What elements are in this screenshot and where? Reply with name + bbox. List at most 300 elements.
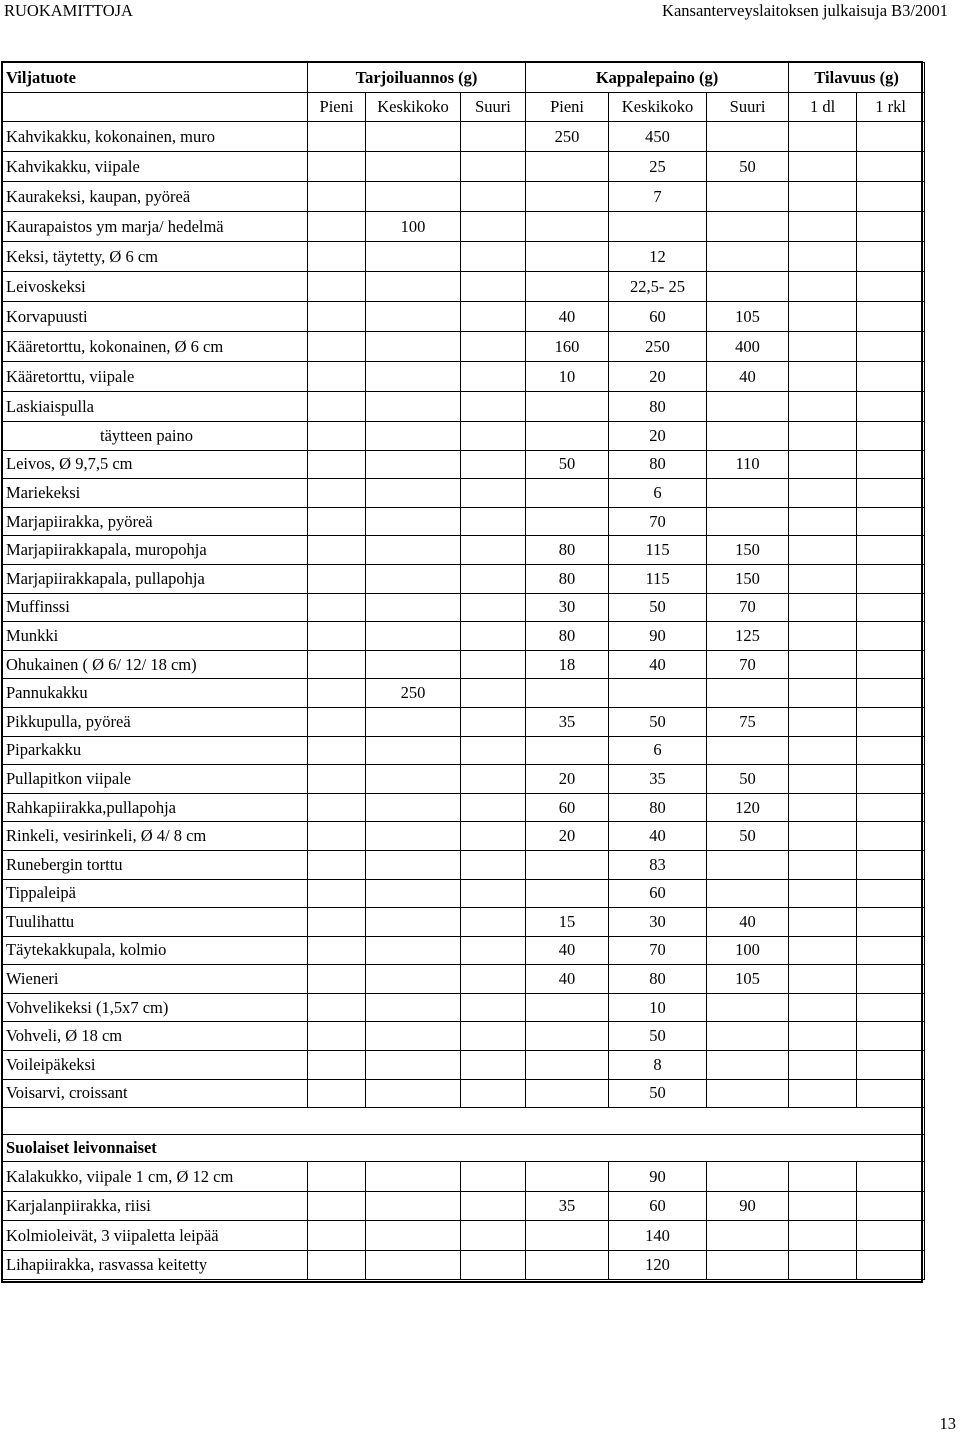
row-label: Keksi, täytetty, Ø 6 cm — [3, 242, 308, 272]
cell-value — [857, 122, 925, 152]
sub-header-blank — [3, 93, 308, 122]
cell-value: 30 — [526, 593, 609, 622]
cell-value — [366, 332, 461, 362]
cell-value — [707, 993, 789, 1022]
cell-value — [609, 679, 707, 708]
cell-value — [461, 182, 526, 212]
table-row — [3, 450, 925, 479]
cell-value — [789, 450, 857, 479]
cell-value — [857, 793, 925, 822]
cell-value — [857, 1051, 925, 1080]
row-label: Voileipäkeksi — [3, 1051, 308, 1080]
cell-value — [707, 850, 789, 879]
cell-value — [461, 622, 526, 651]
cell-value — [857, 332, 925, 362]
cell-value: 8 — [609, 1051, 707, 1080]
cell-value — [707, 212, 789, 242]
cell-value: 6 — [609, 479, 707, 508]
cell-value — [308, 242, 366, 272]
cell-value — [366, 479, 461, 508]
table-row — [3, 1051, 925, 1080]
cell-value: 20 — [526, 765, 609, 794]
cell-value — [789, 622, 857, 651]
cell-value — [461, 1051, 526, 1080]
table-row — [3, 1250, 925, 1280]
sub-header-2: Suuri — [461, 93, 526, 122]
cell-value: 125 — [707, 622, 789, 651]
cell-value — [308, 679, 366, 708]
cell-value — [366, 536, 461, 565]
cell-value: 105 — [707, 965, 789, 994]
spacer-cell — [3, 1108, 925, 1135]
section-title-row — [3, 1135, 925, 1162]
cell-value — [789, 1162, 857, 1192]
table-row — [3, 908, 925, 937]
cell-value — [308, 965, 366, 994]
cell-value — [308, 507, 366, 536]
table-row — [3, 152, 925, 182]
cell-value: 12 — [609, 242, 707, 272]
cell-value: 50 — [707, 152, 789, 182]
cell-value — [308, 908, 366, 937]
cell-value — [789, 793, 857, 822]
cell-value — [308, 362, 366, 392]
cell-value — [789, 936, 857, 965]
cell-value — [857, 1250, 925, 1280]
row-label: Pannukakku — [3, 679, 308, 708]
table-row — [3, 122, 925, 152]
cell-value: 83 — [609, 850, 707, 879]
cell-value — [308, 479, 366, 508]
cell-value — [789, 1051, 857, 1080]
row-label: täytteen paino — [3, 422, 308, 451]
cell-value — [308, 793, 366, 822]
cell-value — [707, 1162, 789, 1192]
cell-value — [789, 965, 857, 994]
cell-value — [789, 736, 857, 765]
cell-value — [461, 1022, 526, 1051]
cell-value — [857, 707, 925, 736]
cell-value — [461, 936, 526, 965]
table-row — [3, 212, 925, 242]
cell-value — [789, 879, 857, 908]
table-row — [3, 536, 925, 565]
col-header-volume: Tilavuus (g) — [789, 63, 925, 93]
cell-value — [308, 736, 366, 765]
table-row — [3, 1162, 925, 1192]
cell-value — [308, 650, 366, 679]
cell-value: 115 — [609, 564, 707, 593]
row-label: Voisarvi, croissant — [3, 1079, 308, 1108]
cell-value: 50 — [707, 822, 789, 851]
cell-value — [707, 272, 789, 302]
cell-value — [461, 1191, 526, 1221]
cell-value: 70 — [707, 593, 789, 622]
cell-value — [308, 993, 366, 1022]
cell-value — [366, 302, 461, 332]
cell-value: 100 — [366, 212, 461, 242]
cell-value: 450 — [609, 122, 707, 152]
cell-value — [308, 212, 366, 242]
cell-value — [461, 564, 526, 593]
cell-value — [461, 507, 526, 536]
cell-value — [857, 1221, 925, 1251]
cell-value — [857, 422, 925, 451]
sub-header-1: Keskikoko — [366, 93, 461, 122]
cell-value: 10 — [609, 993, 707, 1022]
cell-value — [461, 212, 526, 242]
cell-value: 50 — [609, 707, 707, 736]
cell-value — [366, 422, 461, 451]
cell-value — [366, 1250, 461, 1280]
cell-value — [789, 182, 857, 212]
cell-value — [366, 850, 461, 879]
cell-value — [461, 450, 526, 479]
cell-value — [789, 650, 857, 679]
table-row — [3, 332, 925, 362]
cell-value — [707, 242, 789, 272]
cell-value — [366, 993, 461, 1022]
cell-value: 160 — [526, 332, 609, 362]
row-label: Kääretorttu, kokonainen, Ø 6 cm — [3, 332, 308, 362]
cell-value: 50 — [609, 593, 707, 622]
cell-value — [526, 242, 609, 272]
cell-value: 7 — [609, 182, 707, 212]
cell-value: 20 — [526, 822, 609, 851]
cell-value — [366, 793, 461, 822]
cell-value: 90 — [609, 1162, 707, 1192]
table-row — [3, 622, 925, 651]
table-row — [3, 507, 925, 536]
cell-value — [366, 1162, 461, 1192]
cell-value — [308, 593, 366, 622]
col-header-serving: Tarjoiluannos (g) — [308, 63, 526, 93]
cell-value — [789, 392, 857, 422]
cell-value — [857, 1162, 925, 1192]
cell-value — [461, 392, 526, 422]
cell-value: 50 — [609, 1022, 707, 1051]
cell-value — [366, 1051, 461, 1080]
table-row — [3, 765, 925, 794]
cell-value — [789, 1022, 857, 1051]
cell-value — [707, 879, 789, 908]
table-row — [3, 392, 925, 422]
group-header-row — [3, 63, 925, 93]
cell-value — [366, 1221, 461, 1251]
cell-value: 70 — [609, 936, 707, 965]
table-row — [3, 564, 925, 593]
cell-value — [526, 212, 609, 242]
cell-value — [789, 332, 857, 362]
cell-value: 110 — [707, 450, 789, 479]
sub-header-4: Keskikoko — [609, 93, 707, 122]
cell-value — [789, 1191, 857, 1221]
cell-value — [461, 332, 526, 362]
cell-value — [857, 936, 925, 965]
row-label: Tuulihattu — [3, 908, 308, 937]
table-row — [3, 1221, 925, 1251]
cell-value — [707, 507, 789, 536]
cell-value — [526, 993, 609, 1022]
table-row — [3, 850, 925, 879]
cell-value — [366, 736, 461, 765]
cell-value: 150 — [707, 564, 789, 593]
cell-value: 40 — [707, 362, 789, 392]
cell-value: 15 — [526, 908, 609, 937]
cell-value — [789, 564, 857, 593]
sub-header-7: 1 rkl — [857, 93, 925, 122]
table-row — [3, 679, 925, 708]
row-label: Kalakukko, viipale 1 cm, Ø 12 cm — [3, 1162, 308, 1192]
cell-value: 22,5- 25 — [609, 272, 707, 302]
row-label: Lihapiirakka, rasvassa keitetty — [3, 1250, 308, 1280]
cell-value: 70 — [707, 650, 789, 679]
row-label: Kaurakeksi, kaupan, pyöreä — [3, 182, 308, 212]
table-row — [3, 1191, 925, 1221]
cell-value: 75 — [707, 707, 789, 736]
cell-value — [789, 850, 857, 879]
cell-value — [857, 650, 925, 679]
cell-value — [461, 793, 526, 822]
cell-value — [308, 392, 366, 422]
table-row — [3, 302, 925, 332]
cell-value — [308, 822, 366, 851]
cell-value — [707, 1022, 789, 1051]
cell-value: 25 — [609, 152, 707, 182]
cell-value — [707, 1250, 789, 1280]
table-row — [3, 362, 925, 392]
cell-value — [857, 182, 925, 212]
cell-value — [366, 392, 461, 422]
cell-value — [857, 242, 925, 272]
row-label: Muffinssi — [3, 593, 308, 622]
cell-value: 60 — [526, 793, 609, 822]
cell-value: 40 — [526, 936, 609, 965]
cell-value — [308, 122, 366, 152]
cell-value — [857, 736, 925, 765]
cell-value: 40 — [526, 965, 609, 994]
cell-value — [308, 707, 366, 736]
row-label: Korvapuusti — [3, 302, 308, 332]
cell-value: 80 — [526, 536, 609, 565]
cell-value — [366, 362, 461, 392]
sub-header-6: 1 dl — [789, 93, 857, 122]
cell-value: 120 — [707, 793, 789, 822]
cell-value — [789, 212, 857, 242]
cell-value — [461, 908, 526, 937]
cell-value — [366, 650, 461, 679]
cell-value: 100 — [707, 936, 789, 965]
cell-value: 40 — [526, 302, 609, 332]
cell-value: 50 — [526, 450, 609, 479]
cell-value: 40 — [609, 822, 707, 851]
cell-value — [707, 679, 789, 708]
cell-value — [308, 622, 366, 651]
cell-value — [366, 593, 461, 622]
cell-value: 105 — [707, 302, 789, 332]
row-label: Kahvikakku, viipale — [3, 152, 308, 182]
cell-value — [857, 479, 925, 508]
cell-value — [526, 392, 609, 422]
cell-value — [789, 1221, 857, 1251]
cell-value — [857, 507, 925, 536]
cell-value — [526, 1051, 609, 1080]
page-number: 13 — [939, 1414, 956, 1433]
cell-value — [789, 1079, 857, 1108]
cell-value — [461, 965, 526, 994]
cell-value — [857, 965, 925, 994]
cell-value — [857, 1022, 925, 1051]
cell-value: 50 — [609, 1079, 707, 1108]
sub-header-row — [3, 93, 925, 122]
cell-value — [789, 908, 857, 937]
cell-value — [707, 736, 789, 765]
row-label: Mariekeksi — [3, 479, 308, 508]
cell-value — [461, 593, 526, 622]
cell-value — [857, 593, 925, 622]
cell-value: 80 — [526, 622, 609, 651]
cell-value — [789, 536, 857, 565]
cell-value — [789, 479, 857, 508]
cell-value — [366, 182, 461, 212]
row-label: Munkki — [3, 622, 308, 651]
cell-value — [308, 1051, 366, 1080]
row-label: Karjalanpiirakka, riisi — [3, 1191, 308, 1221]
cell-value — [461, 850, 526, 879]
cell-value — [789, 593, 857, 622]
cell-value — [857, 362, 925, 392]
cell-value — [308, 1022, 366, 1051]
section-title: Suolaiset leivonnaiset — [3, 1135, 925, 1162]
row-label: Marjapiirakkapala, muropohja — [3, 536, 308, 565]
row-label: Piparkakku — [3, 736, 308, 765]
cell-value — [366, 965, 461, 994]
table-row — [3, 936, 925, 965]
cell-value — [461, 536, 526, 565]
cell-value — [308, 302, 366, 332]
table-row — [3, 242, 925, 272]
portion-table — [2, 62, 925, 1280]
cell-value — [366, 152, 461, 182]
cell-value — [707, 422, 789, 451]
cell-value — [526, 479, 609, 508]
cell-value — [461, 1162, 526, 1192]
cell-value — [366, 622, 461, 651]
cell-value — [526, 679, 609, 708]
cell-value — [308, 1191, 366, 1221]
cell-value: 90 — [707, 1191, 789, 1221]
cell-value — [308, 450, 366, 479]
table-row — [3, 993, 925, 1022]
cell-value: 80 — [609, 392, 707, 422]
row-label: Leivoskeksi — [3, 272, 308, 302]
cell-value — [526, 1250, 609, 1280]
cell-value: 80 — [609, 965, 707, 994]
cell-value: 80 — [609, 450, 707, 479]
row-label: Vohvelikeksi (1,5x7 cm) — [3, 993, 308, 1022]
row-label: Täytekakkupala, kolmio — [3, 936, 308, 965]
cell-value — [366, 1191, 461, 1221]
cell-value: 60 — [609, 879, 707, 908]
cell-value — [366, 122, 461, 152]
row-label: Rinkeli, vesirinkeli, Ø 4/ 8 cm — [3, 822, 308, 851]
cell-value — [308, 182, 366, 212]
cell-value: 40 — [707, 908, 789, 937]
cell-value — [789, 679, 857, 708]
cell-value — [308, 936, 366, 965]
cell-value — [526, 422, 609, 451]
cell-value — [857, 993, 925, 1022]
row-label: Marjapiirakka, pyöreä — [3, 507, 308, 536]
cell-value — [526, 1022, 609, 1051]
table-row — [3, 707, 925, 736]
cell-value — [308, 850, 366, 879]
cell-value — [366, 879, 461, 908]
cell-value: 120 — [609, 1250, 707, 1280]
cell-value: 30 — [609, 908, 707, 937]
cell-value — [366, 707, 461, 736]
cell-value: 20 — [609, 362, 707, 392]
cell-value — [857, 152, 925, 182]
cell-value — [461, 272, 526, 302]
cell-value — [366, 936, 461, 965]
spacer-row — [3, 1108, 925, 1135]
cell-value — [308, 1079, 366, 1108]
table-row — [3, 822, 925, 851]
cell-value — [789, 422, 857, 451]
cell-value — [707, 392, 789, 422]
cell-value — [461, 1221, 526, 1251]
table-row — [3, 879, 925, 908]
cell-value — [857, 822, 925, 851]
cell-value: 60 — [609, 1191, 707, 1221]
row-label: Kolmioleivät, 3 viipaletta leipää — [3, 1221, 308, 1251]
cell-value: 400 — [707, 332, 789, 362]
cell-value — [461, 993, 526, 1022]
cell-value — [366, 272, 461, 302]
table-row — [3, 793, 925, 822]
cell-value: 90 — [609, 622, 707, 651]
cell-value — [707, 1079, 789, 1108]
cell-value — [461, 362, 526, 392]
cell-value — [526, 1162, 609, 1192]
row-label: Rahkapiirakka,pullapohja — [3, 793, 308, 822]
row-label: Laskiaispulla — [3, 392, 308, 422]
table-row — [3, 272, 925, 302]
col-header-piece: Kappalepaino (g) — [526, 63, 789, 93]
cell-value — [789, 822, 857, 851]
cell-value — [308, 879, 366, 908]
cell-value: 115 — [609, 536, 707, 565]
cell-value — [857, 879, 925, 908]
cell-value — [526, 879, 609, 908]
cell-value — [857, 212, 925, 242]
cell-value — [526, 1221, 609, 1251]
row-label: Tippaleipä — [3, 879, 308, 908]
cell-value — [789, 1250, 857, 1280]
cell-value: 80 — [526, 564, 609, 593]
cell-value — [366, 450, 461, 479]
cell-value — [857, 450, 925, 479]
cell-value — [526, 1079, 609, 1108]
cell-value — [789, 507, 857, 536]
cell-value — [857, 302, 925, 332]
cell-value — [857, 1191, 925, 1221]
cell-value — [461, 479, 526, 508]
cell-value — [461, 242, 526, 272]
header-right: Kansanterveyslaitoksen julkaisuja B3/2001 — [662, 1, 948, 20]
cell-value — [461, 707, 526, 736]
